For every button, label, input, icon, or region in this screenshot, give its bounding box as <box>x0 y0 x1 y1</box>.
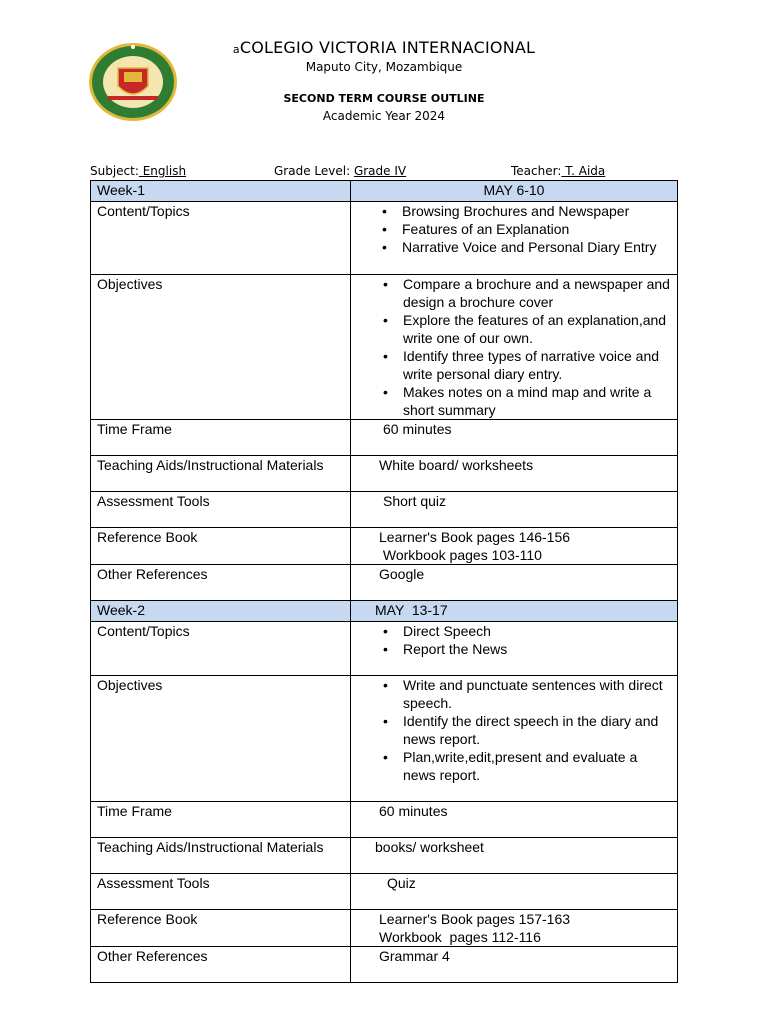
table-row <box>91 622 678 676</box>
week-dates: MAY 13-17 <box>351 601 678 622</box>
course-outline-table <box>90 180 678 983</box>
list-item: • Write and punctuate sentences with direct speech. <box>403 676 671 712</box>
school-location: Maputo City, Mozambique <box>305 60 463 74</box>
row-label: Other References <box>91 947 351 983</box>
week-header-row <box>91 181 678 202</box>
list-item: • Makes notes on a mind map and write a short summary <box>403 383 671 419</box>
academic-year: Academic Year 2024 <box>322 109 446 123</box>
objectives-cell <box>351 676 678 802</box>
reference-book-cell <box>351 528 678 565</box>
row-label: Objectives <box>91 275 351 420</box>
school-name <box>0 38 768 57</box>
week-label: Week-1 <box>91 181 351 202</box>
grade-value: Grade IV <box>353 164 407 178</box>
row-label: Teaching Aids/Instructional Materials <box>91 456 351 492</box>
table-row <box>91 565 678 601</box>
school-name-prefix: a <box>232 43 240 56</box>
list-item: • Report the News <box>403 640 671 658</box>
week-dates: MAY 6-10 <box>351 181 678 202</box>
list-item: • Explore the features of an explanation,and write one of our own. <box>403 311 671 347</box>
time-frame-value: 60 minutes <box>351 802 678 838</box>
reference-book-line: Workbook pages 103-110 <box>379 547 542 563</box>
other-references-value: Google <box>351 565 678 601</box>
subject-label: Subject: <box>90 164 139 178</box>
row-label: Teaching Aids/Instructional Materials <box>91 838 351 874</box>
row-label: Assessment Tools <box>91 492 351 528</box>
row-label: Time Frame <box>91 802 351 838</box>
grade-field <box>274 164 406 178</box>
reference-book-cell <box>351 910 678 947</box>
table-row <box>91 910 678 947</box>
list-item: • Compare a brochure and a newspaper and design a brochure cover <box>403 275 671 311</box>
list-item: • Identify the direct speech in the diary and news report. <box>403 712 671 748</box>
list-item: • Narrative Voice and Personal Diary Entry <box>402 238 671 256</box>
objectives-cell <box>351 275 678 420</box>
teacher-label: Teacher: <box>511 164 562 178</box>
list-item: • Browsing Brochures and Newspaper <box>402 202 671 220</box>
assessment-value: Quiz <box>351 874 678 910</box>
table-row <box>91 838 678 874</box>
content-topics-cell <box>351 622 678 676</box>
document-header <box>0 38 768 123</box>
teaching-aids-value: books/ worksheet <box>351 838 678 874</box>
row-label: Other References <box>91 565 351 601</box>
table-row <box>91 947 678 983</box>
subject-value: English <box>138 164 187 178</box>
reference-book-line: Learner's Book pages 157-163 <box>379 911 571 927</box>
table-row <box>91 802 678 838</box>
table-row <box>91 492 678 528</box>
teaching-aids-value: White board/ worksheets <box>351 456 678 492</box>
other-references-value: Grammar 4 <box>351 947 678 983</box>
course-meta <box>90 164 678 180</box>
teacher-field <box>511 164 605 178</box>
row-label: Objectives <box>91 676 351 802</box>
table-row <box>91 420 678 456</box>
document-title: SECOND TERM COURSE OUTLINE <box>283 92 485 105</box>
table-row <box>91 528 678 565</box>
table-row <box>91 874 678 910</box>
reference-book-line: Learner's Book pages 146-156 <box>379 529 571 545</box>
list-item: • Direct Speech <box>403 622 671 640</box>
reference-book-line: Workbook pages 112-116 <box>379 929 541 945</box>
week-header-row <box>91 601 678 622</box>
row-label: Content/Topics <box>91 202 351 275</box>
content-topics-cell <box>351 202 678 275</box>
row-label: Time Frame <box>91 420 351 456</box>
row-label: Reference Book <box>91 528 351 565</box>
assessment-value: Short quiz <box>351 492 678 528</box>
grade-label: Grade Level: <box>274 164 351 178</box>
list-item: • Plan,write,edit,present and evaluate a news report. <box>403 748 671 784</box>
table-row <box>91 275 678 420</box>
teacher-value: T. Aida <box>561 164 606 178</box>
table-row <box>91 676 678 802</box>
week-label: Week-2 <box>91 601 351 622</box>
list-item: • Identify three types of narrative voice and write personal diary entry. <box>403 347 671 383</box>
row-label: Content/Topics <box>91 622 351 676</box>
row-label: Reference Book <box>91 910 351 947</box>
subject-field <box>90 164 186 178</box>
school-name-text: COLEGIO VICTORIA INTERNACIONAL <box>239 38 536 57</box>
list-item: • Features of an Explanation <box>402 220 671 238</box>
time-frame-value: 60 minutes <box>351 420 678 456</box>
row-label: Assessment Tools <box>91 874 351 910</box>
table-row <box>91 202 678 275</box>
table-row <box>91 456 678 492</box>
